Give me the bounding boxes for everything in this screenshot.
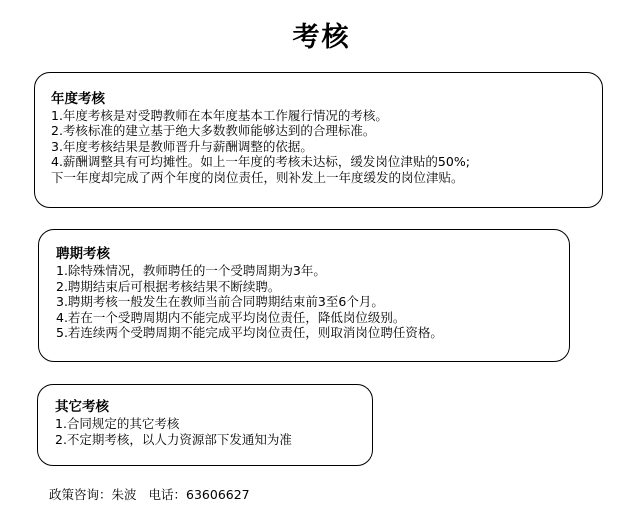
annual-assessment-list [51, 108, 590, 185]
other-item-2: 2.不定期考核，以人力资源部下发通知为准 [55, 431, 292, 447]
term-item-5: 5.若连续两个受聘周期不能完成平均岗位责任，则取消岗位聘任资格。 [56, 325, 443, 341]
other-assessment-box [37, 384, 373, 466]
annual-assessment-heading: 年度考核 [51, 91, 105, 107]
page-title: 考核 [292, 22, 351, 53]
annual-item-1: 1.年度考核是对受聘教师在本年度基本工作履行情况的考核。 [51, 108, 388, 123]
term-assessment-box [38, 229, 570, 362]
annual-assessment-box [34, 72, 603, 208]
other-item-1: 1.合同规定的其它考核 [55, 416, 180, 431]
term-item-4: 4.若在一个受聘周期内不能完成平均岗位责任，降低岗位级别。 [56, 309, 406, 325]
annual-item-4-continued: 下一年度却完成了两个年度的岗位责任，则补发上一年度缓发的岗位津贴。 [51, 169, 464, 185]
term-assessment-list [56, 263, 559, 341]
policy-consult-phone: 电话：63606627 [148, 487, 250, 502]
policy-contact-footer [49, 487, 250, 503]
term-item-2: 2.聘期结束后可根据考核结果不断续聘。 [56, 278, 281, 294]
annual-item-3: 3.年度考核结果是教师晋升与薪酬调整的依据。 [51, 138, 313, 154]
other-assessment-heading: 其它考核 [55, 399, 109, 415]
term-item-1: 1.除特殊情况，教师聘任的一个受聘周期为3年。 [56, 263, 326, 278]
term-item-3: 3.聘期考核一般发生在教师当前合同聘期结束前3至6个月。 [56, 294, 384, 310]
policy-consult-contact: 政策咨询：朱波 [49, 487, 137, 502]
other-assessment-list [55, 416, 362, 447]
annual-item-4: 4.薪酬调整具有可均摊性。如上一年度的考核未达标，缓发岗位津贴的50%; [51, 154, 470, 170]
term-assessment-heading: 聘期考核 [56, 246, 110, 262]
annual-item-2: 2.考核标准的建立基于绝大多数教师能够达到的合理标准。 [51, 123, 376, 139]
